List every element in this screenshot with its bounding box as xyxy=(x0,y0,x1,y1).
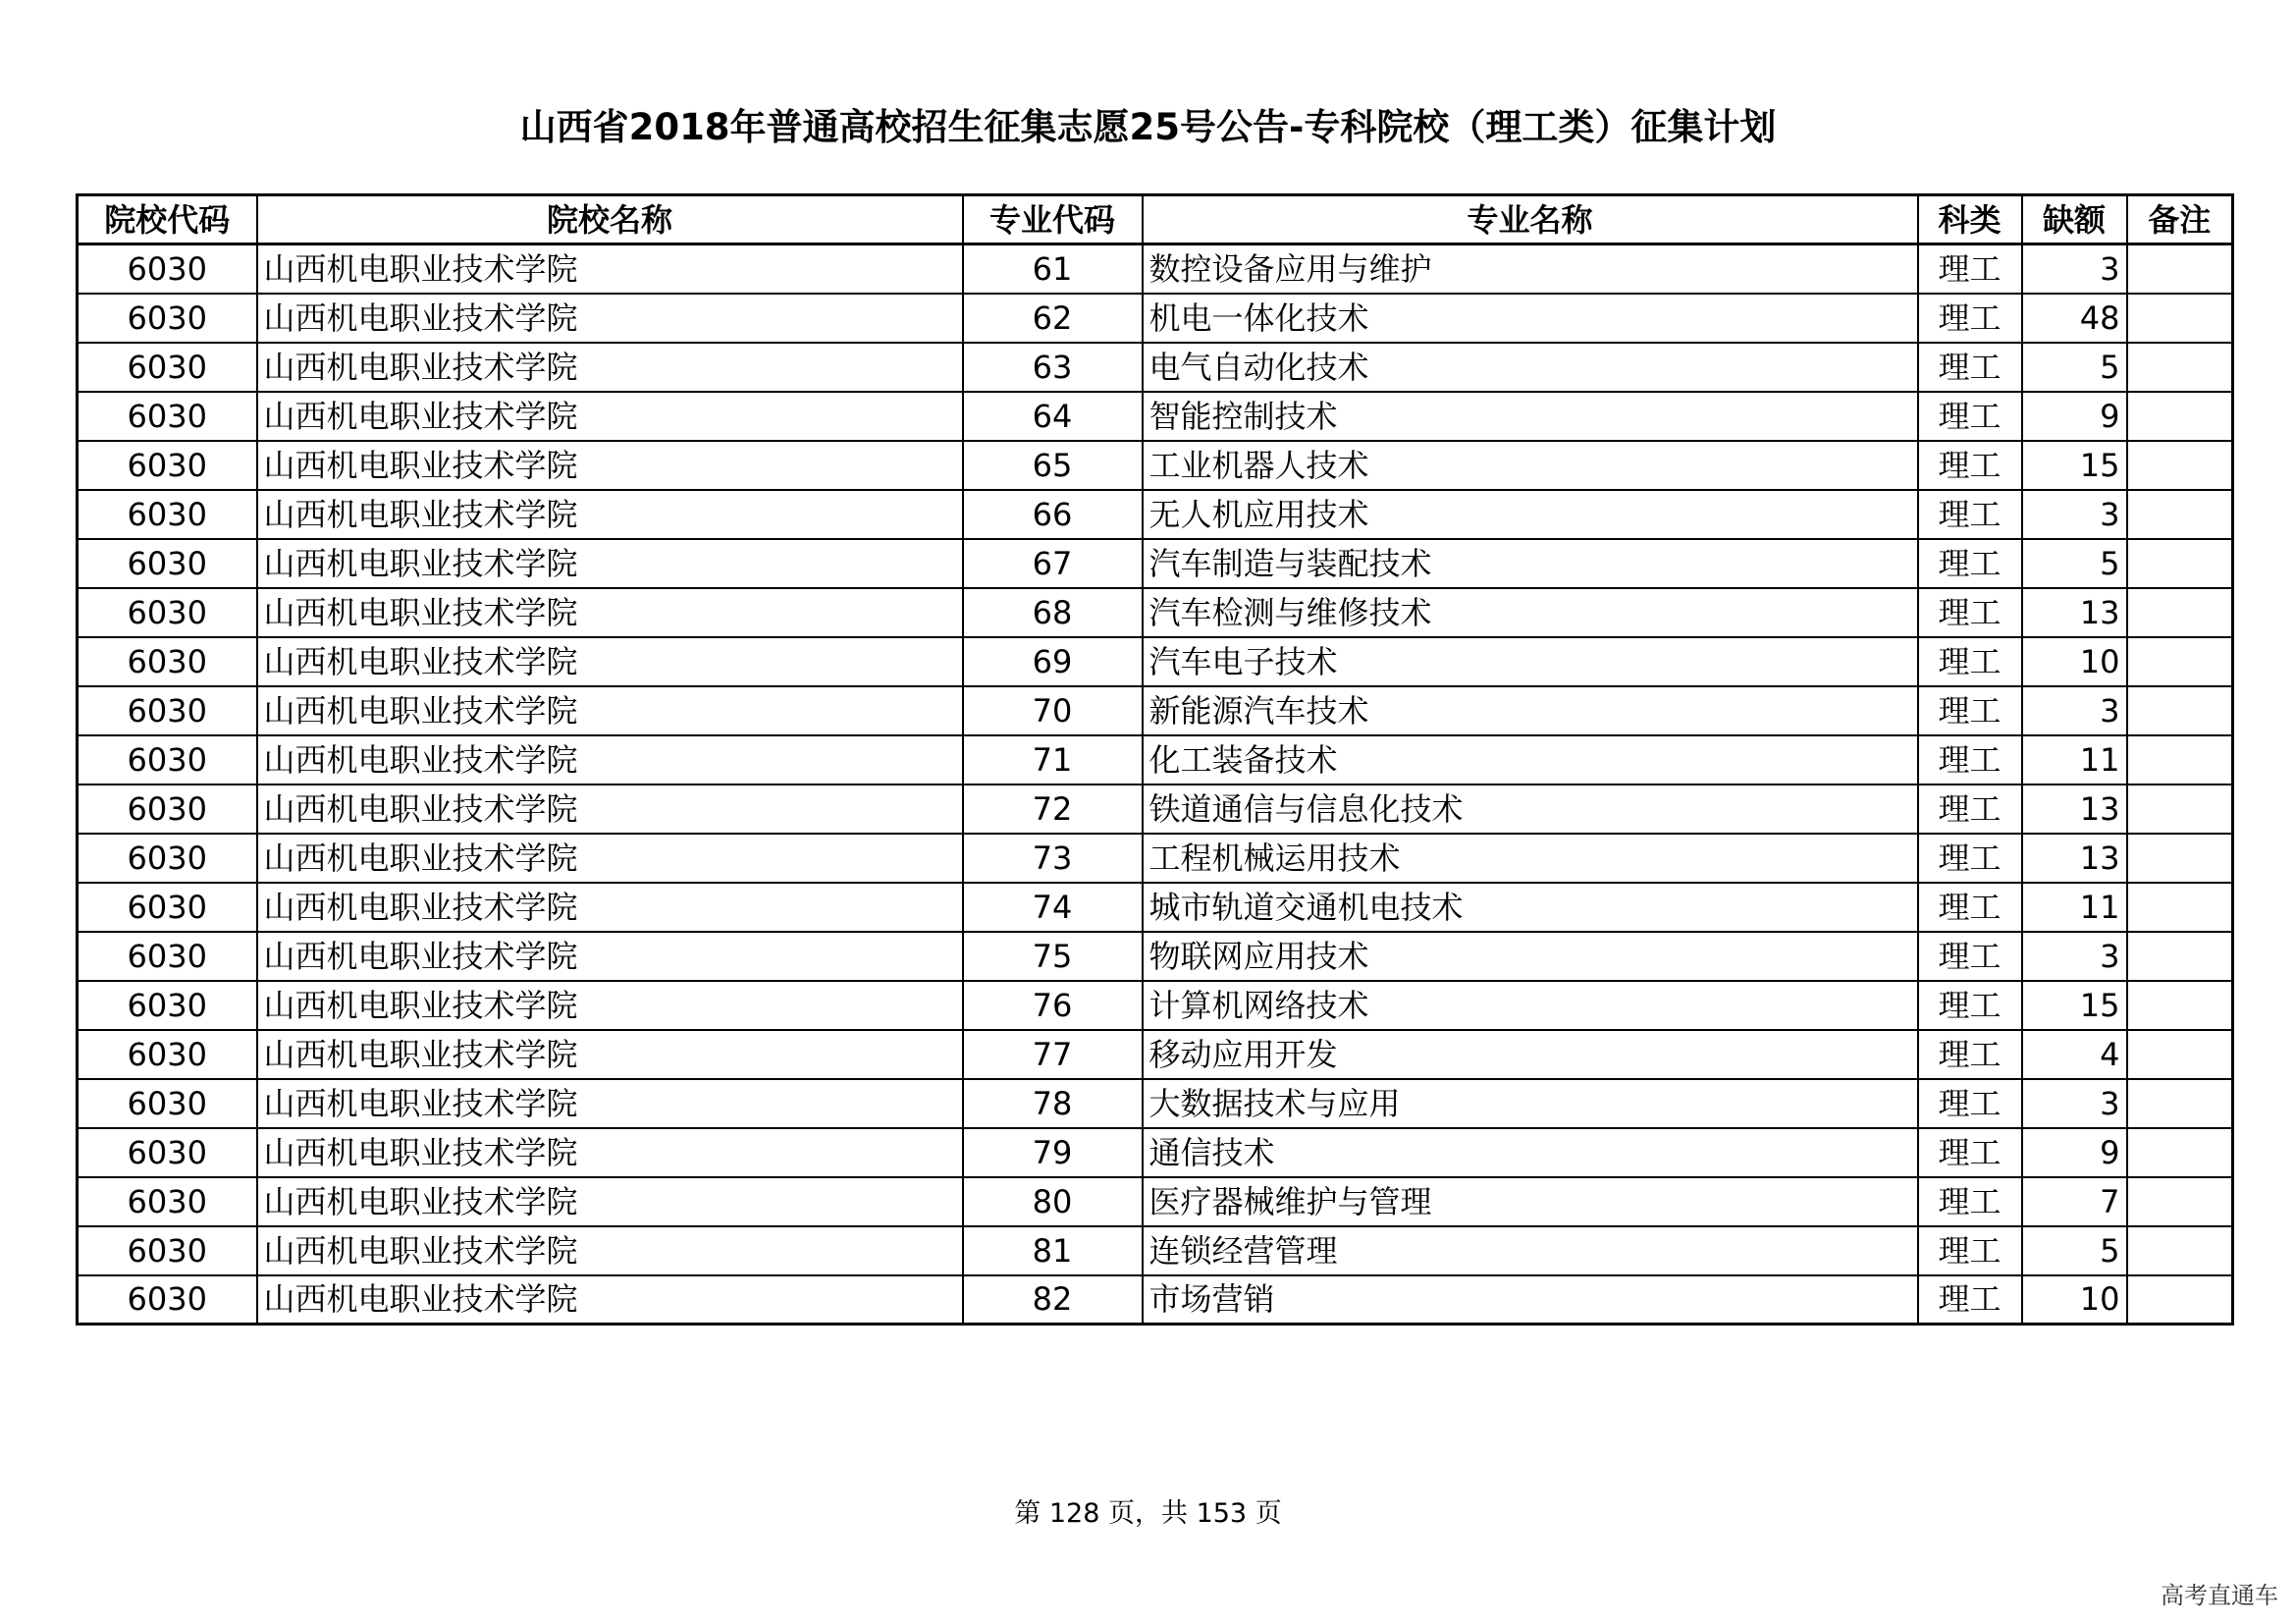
cell-major-code: 80 xyxy=(963,1177,1143,1226)
cell-note xyxy=(2127,981,2233,1030)
cell-school-code: 6030 xyxy=(78,735,257,785)
header-category: 科类 xyxy=(1918,195,2022,244)
cell-category: 理工 xyxy=(1918,932,2022,981)
cell-vacancy: 13 xyxy=(2022,785,2127,834)
cell-major-name: 汽车检测与维修技术 xyxy=(1143,588,1918,637)
cell-major-code: 65 xyxy=(963,441,1143,490)
cell-category: 理工 xyxy=(1918,343,2022,392)
cell-major-code: 74 xyxy=(963,883,1143,932)
header-major-name: 专业名称 xyxy=(1143,195,1918,244)
cell-school-code: 6030 xyxy=(78,932,257,981)
cell-note xyxy=(2127,1079,2233,1128)
cell-school-code: 6030 xyxy=(78,392,257,441)
cell-school-name: 山西机电职业技术学院 xyxy=(257,735,963,785)
cell-vacancy: 3 xyxy=(2022,686,2127,735)
cell-category: 理工 xyxy=(1918,637,2022,686)
cell-school-name: 山西机电职业技术学院 xyxy=(257,686,963,735)
cell-note xyxy=(2127,1128,2233,1177)
cell-vacancy: 13 xyxy=(2022,588,2127,637)
cell-vacancy: 7 xyxy=(2022,1177,2127,1226)
cell-school-name: 山西机电职业技术学院 xyxy=(257,932,963,981)
cell-school-code: 6030 xyxy=(78,1030,257,1079)
cell-school-name: 山西机电职业技术学院 xyxy=(257,294,963,343)
cell-vacancy: 10 xyxy=(2022,1275,2127,1325)
cell-note xyxy=(2127,883,2233,932)
cell-category: 理工 xyxy=(1918,294,2022,343)
cell-school-code: 6030 xyxy=(78,1177,257,1226)
cell-school-name: 山西机电职业技术学院 xyxy=(257,392,963,441)
cell-major-name: 数控设备应用与维护 xyxy=(1143,244,1918,294)
cell-category: 理工 xyxy=(1918,1226,2022,1275)
cell-vacancy: 3 xyxy=(2022,932,2127,981)
cell-school-name: 山西机电职业技术学院 xyxy=(257,1030,963,1079)
cell-vacancy: 15 xyxy=(2022,981,2127,1030)
table-row xyxy=(78,1079,2233,1128)
cell-major-code: 81 xyxy=(963,1226,1143,1275)
cell-vacancy: 5 xyxy=(2022,343,2127,392)
table-body xyxy=(78,244,2233,1325)
cell-vacancy: 11 xyxy=(2022,735,2127,785)
cell-major-code: 61 xyxy=(963,244,1143,294)
cell-note xyxy=(2127,735,2233,785)
cell-major-name: 连锁经营管理 xyxy=(1143,1226,1918,1275)
cell-note xyxy=(2127,1275,2233,1325)
table-row xyxy=(78,588,2233,637)
table-row xyxy=(78,441,2233,490)
cell-school-code: 6030 xyxy=(78,1128,257,1177)
cell-note xyxy=(2127,1030,2233,1079)
cell-category: 理工 xyxy=(1918,539,2022,588)
cell-school-code: 6030 xyxy=(78,834,257,883)
cell-note xyxy=(2127,539,2233,588)
cell-school-code: 6030 xyxy=(78,294,257,343)
table-row xyxy=(78,1177,2233,1226)
cell-note xyxy=(2127,1177,2233,1226)
page-title: 山西省2018年普通高校招生征集志愿25号公告-专科院校（理工类）征集计划 xyxy=(519,106,1777,148)
table-row xyxy=(78,294,2233,343)
cell-vacancy: 4 xyxy=(2022,1030,2127,1079)
cell-school-name: 山西机电职业技术学院 xyxy=(257,343,963,392)
table-row xyxy=(78,490,2233,539)
cell-school-name: 山西机电职业技术学院 xyxy=(257,834,963,883)
cell-major-name: 电气自动化技术 xyxy=(1143,343,1918,392)
cell-major-code: 66 xyxy=(963,490,1143,539)
cell-school-name: 山西机电职业技术学院 xyxy=(257,1275,963,1325)
cell-school-name: 山西机电职业技术学院 xyxy=(257,1226,963,1275)
cell-major-code: 82 xyxy=(963,1275,1143,1325)
cell-major-code: 67 xyxy=(963,539,1143,588)
cell-vacancy: 9 xyxy=(2022,1128,2127,1177)
cell-school-name: 山西机电职业技术学院 xyxy=(257,539,963,588)
cell-school-code: 6030 xyxy=(78,785,257,834)
cell-school-name: 山西机电职业技术学院 xyxy=(257,785,963,834)
cell-school-name: 山西机电职业技术学院 xyxy=(257,1079,963,1128)
cell-vacancy: 11 xyxy=(2022,883,2127,932)
cell-school-name: 山西机电职业技术学院 xyxy=(257,244,963,294)
cell-vacancy: 5 xyxy=(2022,1226,2127,1275)
cell-category: 理工 xyxy=(1918,1275,2022,1325)
cell-note xyxy=(2127,785,2233,834)
cell-major-code: 71 xyxy=(963,735,1143,785)
cell-school-code: 6030 xyxy=(78,981,257,1030)
cell-school-name: 山西机电职业技术学院 xyxy=(257,1177,963,1226)
cell-major-name: 机电一体化技术 xyxy=(1143,294,1918,343)
cell-category: 理工 xyxy=(1918,686,2022,735)
cell-school-code: 6030 xyxy=(78,1275,257,1325)
cell-category: 理工 xyxy=(1918,981,2022,1030)
cell-vacancy: 5 xyxy=(2022,539,2127,588)
header-major-code: 专业代码 xyxy=(963,195,1143,244)
table-row xyxy=(78,637,2233,686)
cell-major-name: 医疗器械维护与管理 xyxy=(1143,1177,1918,1226)
cell-note xyxy=(2127,244,2233,294)
cell-vacancy: 9 xyxy=(2022,392,2127,441)
table-row xyxy=(78,1275,2233,1325)
cell-category: 理工 xyxy=(1918,1128,2022,1177)
header-school-name: 院校名称 xyxy=(257,195,963,244)
cell-major-name: 市场营销 xyxy=(1143,1275,1918,1325)
cell-school-name: 山西机电职业技术学院 xyxy=(257,981,963,1030)
cell-category: 理工 xyxy=(1918,883,2022,932)
cell-major-name: 汽车电子技术 xyxy=(1143,637,1918,686)
cell-major-code: 69 xyxy=(963,637,1143,686)
cell-vacancy: 15 xyxy=(2022,441,2127,490)
table-row xyxy=(78,343,2233,392)
cell-school-code: 6030 xyxy=(78,441,257,490)
cell-major-name: 物联网应用技术 xyxy=(1143,932,1918,981)
cell-major-name: 智能控制技术 xyxy=(1143,392,1918,441)
cell-vacancy: 3 xyxy=(2022,490,2127,539)
cell-vacancy: 48 xyxy=(2022,294,2127,343)
cell-major-code: 73 xyxy=(963,834,1143,883)
table-row xyxy=(78,1030,2233,1079)
cell-school-code: 6030 xyxy=(78,686,257,735)
cell-school-code: 6030 xyxy=(78,1226,257,1275)
table-row xyxy=(78,1128,2233,1177)
header-vacancy: 缺额 xyxy=(2022,195,2127,244)
cell-major-code: 75 xyxy=(963,932,1143,981)
cell-note xyxy=(2127,686,2233,735)
cell-school-name: 山西机电职业技术学院 xyxy=(257,1128,963,1177)
cell-major-name: 城市轨道交通机电技术 xyxy=(1143,883,1918,932)
cell-note xyxy=(2127,343,2233,392)
cell-category: 理工 xyxy=(1918,785,2022,834)
cell-vacancy: 3 xyxy=(2022,1079,2127,1128)
cell-category: 理工 xyxy=(1918,1030,2022,1079)
cell-major-code: 64 xyxy=(963,392,1143,441)
table-row xyxy=(78,735,2233,785)
cell-school-name: 山西机电职业技术学院 xyxy=(257,441,963,490)
cell-school-code: 6030 xyxy=(78,244,257,294)
table-row xyxy=(78,1226,2233,1275)
table-row xyxy=(78,883,2233,932)
cell-major-code: 76 xyxy=(963,981,1143,1030)
cell-school-code: 6030 xyxy=(78,539,257,588)
cell-major-name: 无人机应用技术 xyxy=(1143,490,1918,539)
cell-major-name: 化工装备技术 xyxy=(1143,735,1918,785)
cell-vacancy: 3 xyxy=(2022,244,2127,294)
cell-category: 理工 xyxy=(1918,490,2022,539)
cell-category: 理工 xyxy=(1918,441,2022,490)
cell-major-name: 移动应用开发 xyxy=(1143,1030,1918,1079)
table-row xyxy=(78,834,2233,883)
cell-major-code: 79 xyxy=(963,1128,1143,1177)
cell-school-name: 山西机电职业技术学院 xyxy=(257,490,963,539)
cell-major-code: 72 xyxy=(963,785,1143,834)
cell-category: 理工 xyxy=(1918,392,2022,441)
cell-major-name: 计算机网络技术 xyxy=(1143,981,1918,1030)
table-row xyxy=(78,539,2233,588)
cell-school-name: 山西机电职业技术学院 xyxy=(257,883,963,932)
cell-category: 理工 xyxy=(1918,1177,2022,1226)
cell-category: 理工 xyxy=(1918,735,2022,785)
cell-note xyxy=(2127,637,2233,686)
table-row xyxy=(78,981,2233,1030)
header-school-code: 院校代码 xyxy=(78,195,257,244)
cell-major-code: 70 xyxy=(963,686,1143,735)
cell-school-code: 6030 xyxy=(78,1079,257,1128)
enrollment-plan-table xyxy=(76,193,2234,1326)
cell-major-name: 新能源汽车技术 xyxy=(1143,686,1918,735)
cell-school-name: 山西机电职业技术学院 xyxy=(257,588,963,637)
cell-note xyxy=(2127,392,2233,441)
watermark: 高考直通车 xyxy=(2161,1582,2278,1609)
cell-note xyxy=(2127,1226,2233,1275)
cell-school-code: 6030 xyxy=(78,637,257,686)
table-row xyxy=(78,785,2233,834)
cell-school-code: 6030 xyxy=(78,588,257,637)
cell-note xyxy=(2127,932,2233,981)
cell-major-name: 工程机械运用技术 xyxy=(1143,834,1918,883)
cell-category: 理工 xyxy=(1918,588,2022,637)
cell-major-name: 通信技术 xyxy=(1143,1128,1918,1177)
cell-category: 理工 xyxy=(1918,1079,2022,1128)
cell-school-code: 6030 xyxy=(78,490,257,539)
table-row xyxy=(78,392,2233,441)
header-note: 备注 xyxy=(2127,195,2233,244)
cell-vacancy: 13 xyxy=(2022,834,2127,883)
table-row xyxy=(78,932,2233,981)
cell-major-code: 62 xyxy=(963,294,1143,343)
cell-major-name: 大数据技术与应用 xyxy=(1143,1079,1918,1128)
cell-major-code: 78 xyxy=(963,1079,1143,1128)
cell-vacancy: 10 xyxy=(2022,637,2127,686)
cell-major-name: 铁道通信与信息化技术 xyxy=(1143,785,1918,834)
cell-note xyxy=(2127,490,2233,539)
cell-category: 理工 xyxy=(1918,244,2022,294)
cell-major-code: 77 xyxy=(963,1030,1143,1079)
cell-note xyxy=(2127,294,2233,343)
page-footer: 第 128 页，共 153 页 xyxy=(1014,1498,1282,1529)
cell-major-name: 工业机器人技术 xyxy=(1143,441,1918,490)
cell-school-name: 山西机电职业技术学院 xyxy=(257,637,963,686)
table-row xyxy=(78,686,2233,735)
cell-school-code: 6030 xyxy=(78,343,257,392)
cell-major-code: 63 xyxy=(963,343,1143,392)
cell-category: 理工 xyxy=(1918,834,2022,883)
table-header-row xyxy=(78,195,2233,244)
cell-school-code: 6030 xyxy=(78,883,257,932)
table-row xyxy=(78,244,2233,294)
cell-note xyxy=(2127,441,2233,490)
cell-major-code: 68 xyxy=(963,588,1143,637)
cell-major-name: 汽车制造与装配技术 xyxy=(1143,539,1918,588)
cell-note xyxy=(2127,588,2233,637)
cell-note xyxy=(2127,834,2233,883)
